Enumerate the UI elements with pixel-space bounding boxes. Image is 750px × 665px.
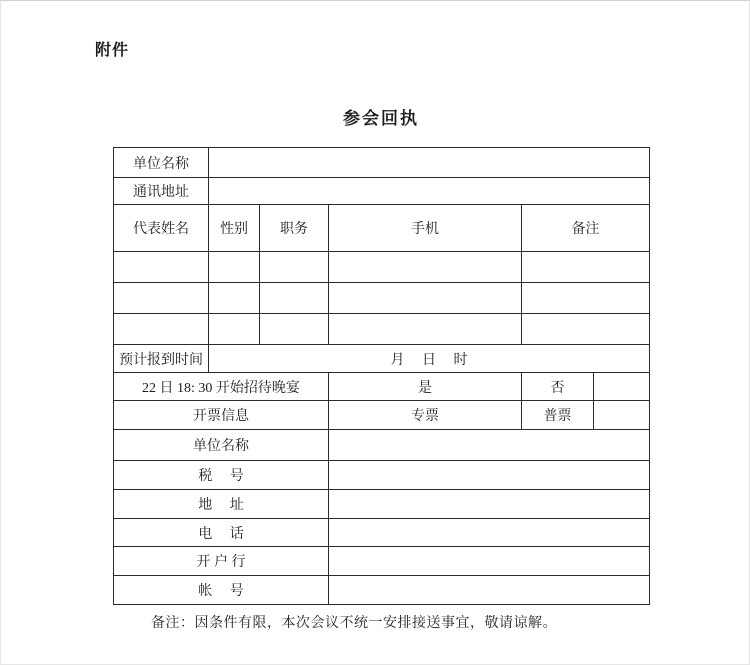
row-delegate-1 (114, 252, 650, 283)
banquet-option-no: 否 (522, 373, 594, 401)
phone-label: 电 话 (114, 519, 329, 547)
row-account (114, 576, 650, 605)
row-phone (114, 519, 650, 547)
row-tax-number (114, 461, 650, 490)
banquet-choice-cell (594, 373, 650, 401)
mobile-cell (329, 283, 522, 314)
row-delegate-3 (114, 314, 650, 345)
mailing-address-label: 通讯地址 (114, 178, 209, 205)
checkin-time-value: 月 日 时 (209, 345, 650, 373)
row-banquet (114, 373, 650, 401)
address-label: 地 址 (114, 490, 329, 519)
remarks-cell (522, 283, 650, 314)
invoice-option-regular: 普票 (522, 401, 594, 430)
reply-form-table (113, 147, 650, 605)
delegate-name-cell (114, 283, 209, 314)
bank-value-cell (329, 547, 650, 576)
mobile-cell (329, 252, 522, 283)
mobile-header: 手机 (329, 205, 522, 252)
position-cell (260, 252, 329, 283)
gender-header: 性别 (209, 205, 260, 252)
row-address (114, 490, 650, 519)
row-delegate-header (114, 205, 650, 252)
tax-number-value-cell (329, 461, 650, 490)
page-title: 参会回执 (343, 109, 419, 128)
remarks-header: 备注 (522, 205, 650, 252)
invoice-info-label: 开票信息 (114, 401, 329, 430)
delegate-name-cell (114, 252, 209, 283)
remarks-cell (522, 314, 650, 345)
row-delegate-2 (114, 283, 650, 314)
gender-cell (209, 314, 260, 345)
unit-name-label: 单位名称 (114, 148, 209, 178)
unit-name-value-cell (209, 148, 650, 178)
attachment-label: 附件 (95, 42, 130, 59)
row-mailing-address (114, 178, 650, 205)
row-invoice-unit-name (114, 430, 650, 461)
mobile-cell (329, 314, 522, 345)
row-invoice-type (114, 401, 650, 430)
remarks-cell (522, 252, 650, 283)
invoice-unit-name-value-cell (329, 430, 650, 461)
position-cell (260, 314, 329, 345)
position-header: 职务 (260, 205, 329, 252)
delegate-name-header: 代表姓名 (114, 205, 209, 252)
bank-label: 开 户 行 (114, 547, 329, 576)
footnote: 备注：因条件有限，本次会议不统一安排接送事宜，敬请谅解。 (151, 616, 557, 631)
address-value-cell (329, 490, 650, 519)
account-label: 帐 号 (114, 576, 329, 605)
position-cell (260, 283, 329, 314)
row-bank (114, 547, 650, 576)
delegate-name-cell (114, 314, 209, 345)
row-checkin-time (114, 345, 650, 373)
invoice-unit-name-label: 单位名称 (114, 430, 329, 461)
checkin-time-label: 预计报到时间 (114, 345, 209, 373)
banquet-option-yes: 是 (329, 373, 522, 401)
invoice-choice-cell (594, 401, 650, 430)
mailing-address-value-cell (209, 178, 650, 205)
gender-cell (209, 252, 260, 283)
gender-cell (209, 283, 260, 314)
banquet-label: 22 日 18: 30 开始招待晚宴 (114, 373, 329, 401)
invoice-option-special: 专票 (329, 401, 522, 430)
account-value-cell (329, 576, 650, 605)
tax-number-label: 税 号 (114, 461, 329, 490)
row-unit-name (114, 148, 650, 178)
phone-value-cell (329, 519, 650, 547)
